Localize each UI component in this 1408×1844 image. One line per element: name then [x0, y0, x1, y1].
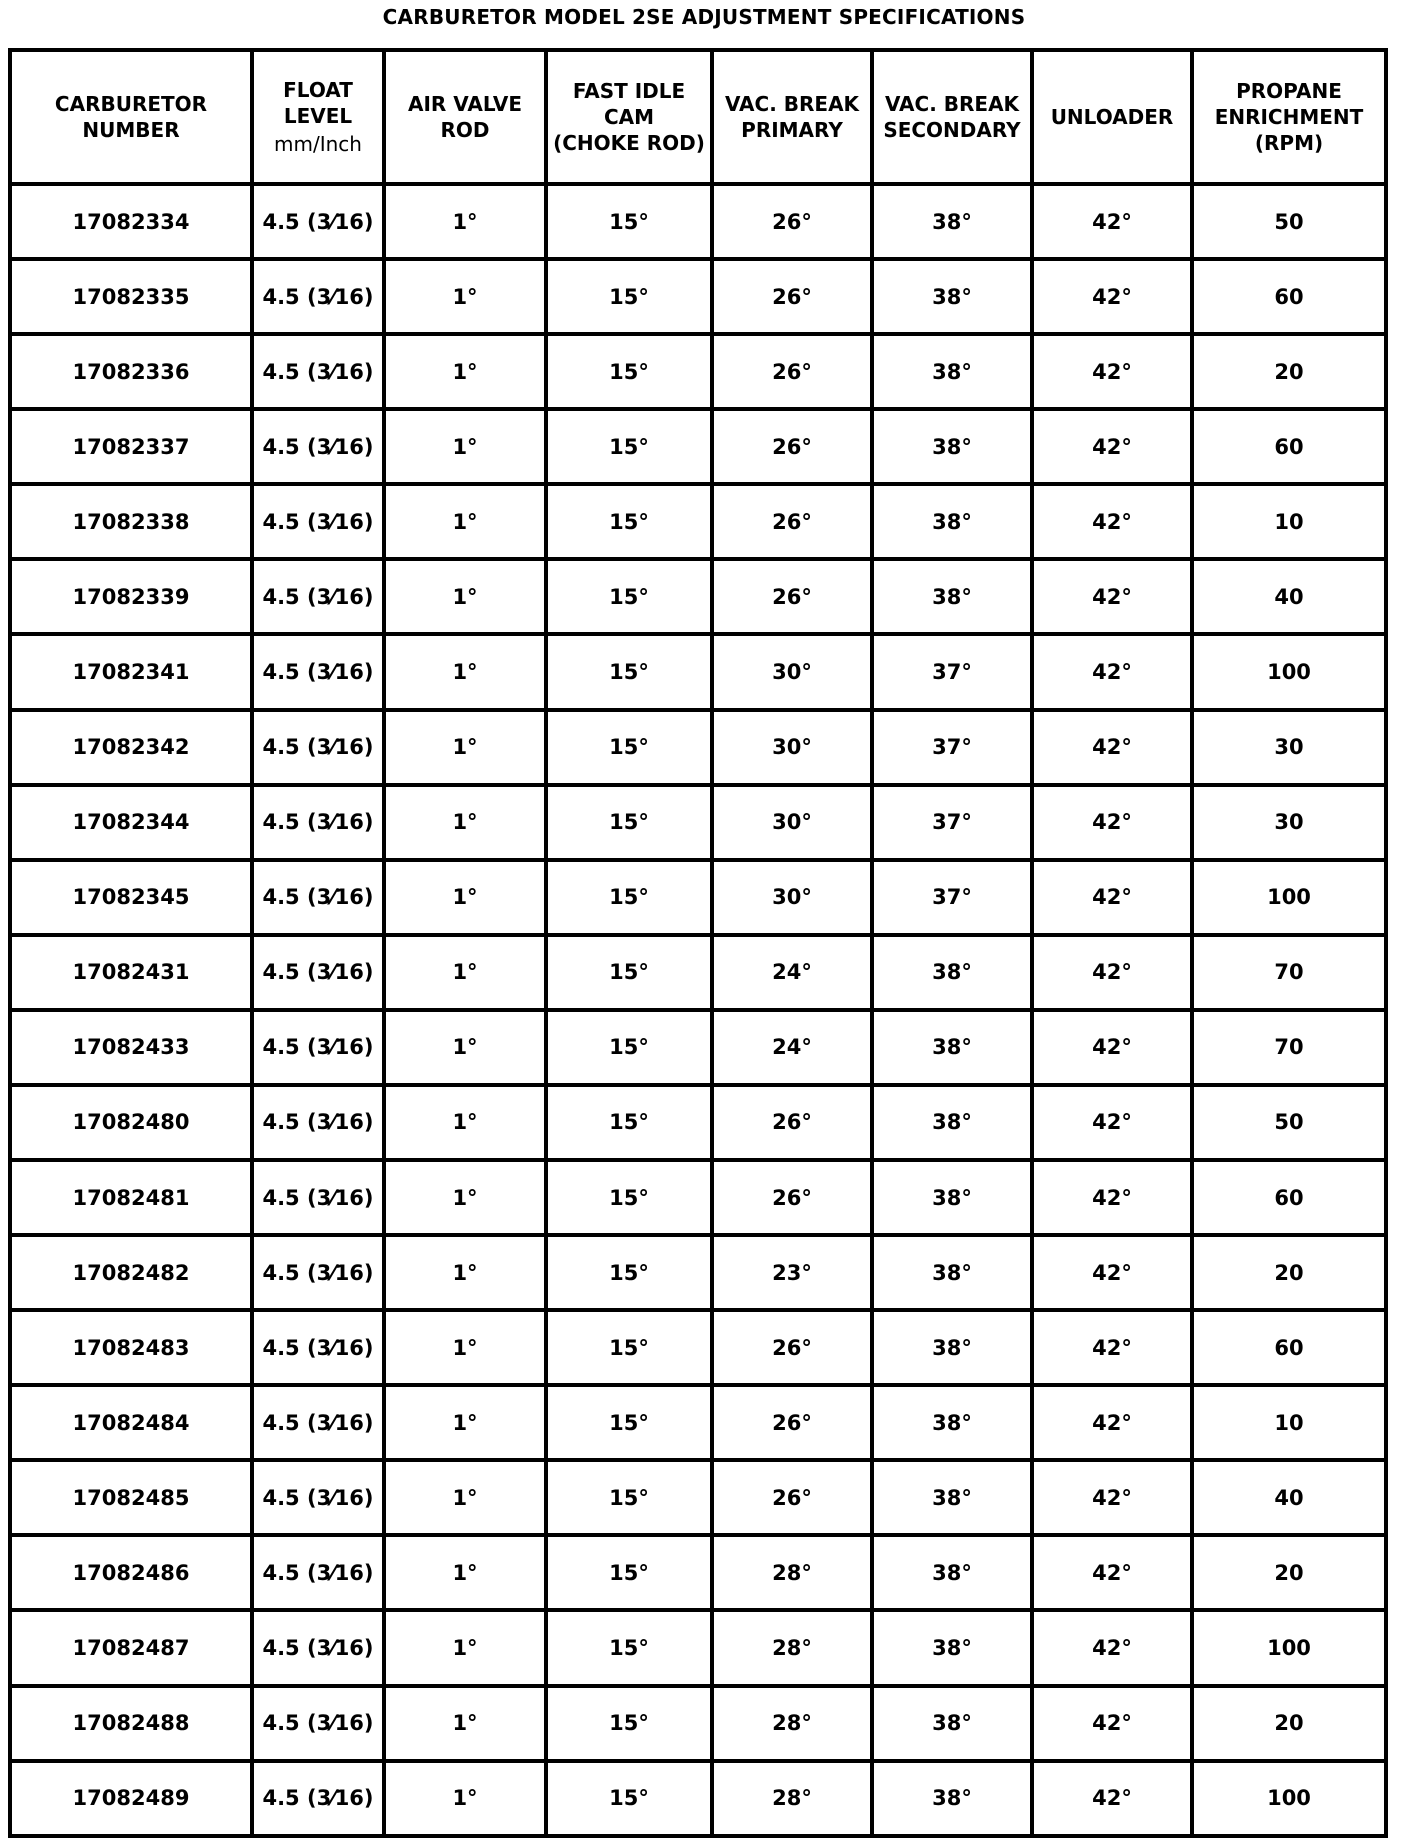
fast-idle-cam-cell: 15° [546, 1310, 712, 1385]
vac-break-secondary-cell: 38° [872, 409, 1032, 484]
fast-idle-cam-cell: 15° [546, 1610, 712, 1685]
unloader-cell: 42° [1032, 1610, 1192, 1685]
header-unit: mm/Inch [274, 132, 362, 156]
fast-idle-cam-cell: 15° [546, 1010, 712, 1085]
fast-idle-cam-cell: 15° [546, 785, 712, 860]
header-line: FAST IDLE [572, 79, 686, 103]
table-row [10, 559, 1386, 634]
fast-idle-cam-cell: 15° [546, 710, 712, 785]
vac-break-primary-cell: 26° [712, 334, 872, 409]
carburetor-number-cell: 17082431 [10, 935, 252, 1010]
propane-enrichment-cell: 100 [1192, 1610, 1386, 1685]
table-row [10, 1686, 1386, 1761]
vac-break-primary-cell: 26° [712, 259, 872, 334]
propane-enrichment-cell: 50 [1192, 1085, 1386, 1160]
carburetor-number-cell: 17082485 [10, 1460, 252, 1535]
vac-break-primary-cell: 26° [712, 1085, 872, 1160]
vac-break-secondary-cell: 38° [872, 1761, 1032, 1836]
vac-break-secondary-cell: 37° [872, 785, 1032, 860]
propane-enrichment-cell: 70 [1192, 1010, 1386, 1085]
header-line: LEVEL [283, 104, 353, 128]
table-row [10, 1010, 1386, 1085]
fast-idle-cam-cell: 15° [546, 1761, 712, 1836]
header-line: SECONDARY [883, 118, 1021, 142]
fast-idle-cam-cell: 15° [546, 484, 712, 559]
fast-idle-cam-cell: 15° [546, 259, 712, 334]
fast-idle-cam-cell: 15° [546, 1160, 712, 1235]
carburetor-number-cell: 17082337 [10, 409, 252, 484]
carburetor-number-cell: 17082344 [10, 785, 252, 860]
unloader-cell: 42° [1032, 634, 1192, 709]
vac-break-primary-cell: 26° [712, 184, 872, 259]
vac-break-primary-cell: 28° [712, 1535, 872, 1610]
vac-break-primary-cell: 26° [712, 559, 872, 634]
table-body [10, 184, 1386, 1836]
unloader-cell: 42° [1032, 1235, 1192, 1310]
carburetor-number-cell: 17082336 [10, 334, 252, 409]
vac-break-secondary-cell: 38° [872, 1160, 1032, 1235]
vac-break-primary-cell: 30° [712, 710, 872, 785]
vac-break-secondary-cell: 38° [872, 1535, 1032, 1610]
vac-break-primary-cell: 28° [712, 1686, 872, 1761]
vac-break-primary-cell: 28° [712, 1761, 872, 1836]
header-line: NUMBER [82, 118, 180, 142]
float-level-cell: 4.5 (3⁄16) [252, 184, 384, 259]
fast-idle-cam-cell: 15° [546, 1460, 712, 1535]
vac-break-primary-cell: 26° [712, 1460, 872, 1535]
table-row [10, 484, 1386, 559]
float-level-cell: 4.5 (3⁄16) [252, 860, 384, 935]
air-valve-rod-cell: 1° [384, 1460, 546, 1535]
fast-idle-cam-cell: 15° [546, 1235, 712, 1310]
vac-break-secondary-cell: 38° [872, 484, 1032, 559]
vac-break-primary-header [712, 50, 872, 184]
air-valve-rod-cell: 1° [384, 1535, 546, 1610]
float-level-cell: 4.5 (3⁄16) [252, 484, 384, 559]
air-valve-rod-cell: 1° [384, 1310, 546, 1385]
fast-idle-cam-header [546, 50, 712, 184]
vac-break-primary-cell: 30° [712, 860, 872, 935]
vac-break-secondary-cell: 38° [872, 184, 1032, 259]
air-valve-rod-cell: 1° [384, 1085, 546, 1160]
air-valve-rod-cell: 1° [384, 785, 546, 860]
propane-enrichment-cell: 60 [1192, 259, 1386, 334]
float-level-cell: 4.5 (3⁄16) [252, 1085, 384, 1160]
vac-break-secondary-cell: 37° [872, 710, 1032, 785]
float-level-cell: 4.5 (3⁄16) [252, 935, 384, 1010]
air-valve-rod-cell: 1° [384, 1385, 546, 1460]
fast-idle-cam-cell: 15° [546, 184, 712, 259]
propane-enrichment-cell: 30 [1192, 710, 1386, 785]
unloader-cell: 42° [1032, 1385, 1192, 1460]
vac-break-primary-cell: 24° [712, 1010, 872, 1085]
propane-enrichment-cell: 100 [1192, 1761, 1386, 1836]
propane-enrichment-cell: 40 [1192, 559, 1386, 634]
float-level-cell: 4.5 (3⁄16) [252, 334, 384, 409]
float-level-cell: 4.5 (3⁄16) [252, 1761, 384, 1836]
air-valve-rod-cell: 1° [384, 710, 546, 785]
unloader-cell: 42° [1032, 1160, 1192, 1235]
air-valve-rod-cell: 1° [384, 259, 546, 334]
propane-enrichment-cell: 20 [1192, 1535, 1386, 1610]
table-row [10, 334, 1386, 409]
unloader-cell: 42° [1032, 710, 1192, 785]
carburetor-number-cell: 17082342 [10, 710, 252, 785]
table-row [10, 1160, 1386, 1235]
air-valve-rod-cell: 1° [384, 1160, 546, 1235]
header-line: PROPANE [1236, 79, 1342, 103]
unloader-cell: 42° [1032, 1535, 1192, 1610]
carburetor-number-cell: 17082341 [10, 634, 252, 709]
fast-idle-cam-cell: 15° [546, 935, 712, 1010]
carburetor-number-cell: 17082488 [10, 1686, 252, 1761]
table-header [10, 50, 1386, 184]
unloader-cell: 42° [1032, 785, 1192, 860]
unloader-cell: 42° [1032, 935, 1192, 1010]
header-row [10, 50, 1386, 184]
table-row [10, 259, 1386, 334]
propane-enrichment-cell: 70 [1192, 935, 1386, 1010]
specifications-table [8, 48, 1388, 1838]
table-row [10, 1761, 1386, 1836]
carburetor-number-cell: 17082489 [10, 1761, 252, 1836]
unloader-cell: 42° [1032, 259, 1192, 334]
float-level-cell: 4.5 (3⁄16) [252, 1235, 384, 1310]
vac-break-secondary-cell: 38° [872, 935, 1032, 1010]
header-line: ENRICHMENT [1214, 105, 1364, 129]
unloader-cell: 42° [1032, 860, 1192, 935]
vac-break-primary-cell: 26° [712, 1160, 872, 1235]
float-level-cell: 4.5 (3⁄16) [252, 559, 384, 634]
header-line: PRIMARY [741, 118, 843, 142]
carburetor-number-header [10, 50, 252, 184]
air-valve-rod-cell: 1° [384, 1686, 546, 1761]
table-row [10, 1610, 1386, 1685]
vac-break-primary-cell: 30° [712, 785, 872, 860]
table-row [10, 1085, 1386, 1160]
header-line: (CHOKE ROD) [553, 131, 705, 155]
header-line: AIR VALVE [407, 92, 522, 116]
float-level-cell: 4.5 (3⁄16) [252, 1310, 384, 1385]
propane-enrichment-cell: 10 [1192, 1385, 1386, 1460]
unloader-cell: 42° [1032, 1085, 1192, 1160]
vac-break-secondary-header [872, 50, 1032, 184]
carburetor-number-cell: 17082335 [10, 259, 252, 334]
air-valve-rod-cell: 1° [384, 1010, 546, 1085]
fast-idle-cam-cell: 15° [546, 409, 712, 484]
header-line: FLOAT [283, 78, 353, 102]
vac-break-secondary-cell: 38° [872, 559, 1032, 634]
air-valve-rod-cell: 1° [384, 484, 546, 559]
float-level-cell: 4.5 (3⁄16) [252, 710, 384, 785]
carburetor-number-cell: 17082334 [10, 184, 252, 259]
vac-break-secondary-cell: 38° [872, 1686, 1032, 1761]
air-valve-rod-cell: 1° [384, 935, 546, 1010]
vac-break-primary-cell: 24° [712, 935, 872, 1010]
unloader-cell: 42° [1032, 484, 1192, 559]
table-row [10, 634, 1386, 709]
propane-enrichment-cell: 100 [1192, 860, 1386, 935]
propane-enrichment-cell: 20 [1192, 1686, 1386, 1761]
float-level-cell: 4.5 (3⁄16) [252, 1385, 384, 1460]
propane-enrichment-cell: 60 [1192, 1160, 1386, 1235]
table-row [10, 184, 1386, 259]
float-level-header [252, 50, 384, 184]
table-row [10, 1535, 1386, 1610]
float-level-cell: 4.5 (3⁄16) [252, 634, 384, 709]
propane-enrichment-cell: 40 [1192, 1460, 1386, 1535]
propane-enrichment-cell: 60 [1192, 1310, 1386, 1385]
header-line: VAC. BREAK [884, 92, 1020, 116]
float-level-cell: 4.5 (3⁄16) [252, 409, 384, 484]
vac-break-secondary-cell: 37° [872, 634, 1032, 709]
vac-break-primary-cell: 26° [712, 1310, 872, 1385]
carburetor-number-cell: 17082339 [10, 559, 252, 634]
vac-break-secondary-cell: 38° [872, 1085, 1032, 1160]
vac-break-primary-cell: 23° [712, 1235, 872, 1310]
vac-break-secondary-cell: 38° [872, 1610, 1032, 1685]
air-valve-rod-cell: 1° [384, 409, 546, 484]
carburetor-number-cell: 17082481 [10, 1160, 252, 1235]
carburetor-number-cell: 17082345 [10, 860, 252, 935]
float-level-cell: 4.5 (3⁄16) [252, 1610, 384, 1685]
unloader-header [1032, 50, 1192, 184]
vac-break-primary-cell: 26° [712, 409, 872, 484]
carburetor-number-cell: 17082484 [10, 1385, 252, 1460]
table-row [10, 409, 1386, 484]
table-row [10, 1460, 1386, 1535]
propane-enrichment-cell: 100 [1192, 634, 1386, 709]
fast-idle-cam-cell: 15° [546, 1085, 712, 1160]
air-valve-rod-cell: 1° [384, 860, 546, 935]
air-valve-rod-header [384, 50, 546, 184]
table-row [10, 935, 1386, 1010]
vac-break-primary-cell: 26° [712, 1385, 872, 1460]
unloader-cell: 42° [1032, 559, 1192, 634]
header-line: ROD [440, 118, 490, 142]
unloader-cell: 42° [1032, 184, 1192, 259]
propane-enrichment-cell: 30 [1192, 785, 1386, 860]
carburetor-number-cell: 17082480 [10, 1085, 252, 1160]
fast-idle-cam-cell: 15° [546, 334, 712, 409]
vac-break-primary-cell: 26° [712, 484, 872, 559]
propane-enrichment-cell: 10 [1192, 484, 1386, 559]
carburetor-number-cell: 17082338 [10, 484, 252, 559]
unloader-cell: 42° [1032, 1761, 1192, 1836]
vac-break-secondary-cell: 38° [872, 1310, 1032, 1385]
table-row [10, 860, 1386, 935]
header-line: CARBURETOR [54, 92, 208, 116]
header-line: VAC. BREAK [724, 92, 860, 116]
float-level-cell: 4.5 (3⁄16) [252, 1160, 384, 1235]
fast-idle-cam-cell: 15° [546, 634, 712, 709]
air-valve-rod-cell: 1° [384, 184, 546, 259]
table-row [10, 1235, 1386, 1310]
air-valve-rod-cell: 1° [384, 334, 546, 409]
float-level-cell: 4.5 (3⁄16) [252, 1686, 384, 1761]
vac-break-secondary-cell: 38° [872, 1010, 1032, 1085]
fast-idle-cam-cell: 15° [546, 1385, 712, 1460]
fast-idle-cam-cell: 15° [546, 559, 712, 634]
propane-enrichment-header [1192, 50, 1386, 184]
carburetor-number-cell: 17082486 [10, 1535, 252, 1610]
unloader-cell: 42° [1032, 1310, 1192, 1385]
fast-idle-cam-cell: 15° [546, 1686, 712, 1761]
vac-break-secondary-cell: 38° [872, 1385, 1032, 1460]
vac-break-primary-cell: 28° [712, 1610, 872, 1685]
propane-enrichment-cell: 60 [1192, 409, 1386, 484]
table-row [10, 710, 1386, 785]
float-level-cell: 4.5 (3⁄16) [252, 1010, 384, 1085]
float-level-cell: 4.5 (3⁄16) [252, 259, 384, 334]
float-level-cell: 4.5 (3⁄16) [252, 1535, 384, 1610]
table-row [10, 785, 1386, 860]
vac-break-secondary-cell: 38° [872, 1235, 1032, 1310]
air-valve-rod-cell: 1° [384, 1235, 546, 1310]
table-row [10, 1385, 1386, 1460]
air-valve-rod-cell: 1° [384, 1610, 546, 1685]
carburetor-number-cell: 17082487 [10, 1610, 252, 1685]
propane-enrichment-cell: 20 [1192, 334, 1386, 409]
fast-idle-cam-cell: 15° [546, 860, 712, 935]
header-line: UNLOADER [1050, 105, 1174, 129]
carburetor-number-cell: 17082483 [10, 1310, 252, 1385]
unloader-cell: 42° [1032, 1460, 1192, 1535]
fast-idle-cam-cell: 15° [546, 1535, 712, 1610]
float-level-cell: 4.5 (3⁄16) [252, 785, 384, 860]
page-title: CARBURETOR MODEL 2SE ADJUSTMENT SPECIFICATIONS [382, 5, 1026, 29]
air-valve-rod-cell: 1° [384, 634, 546, 709]
air-valve-rod-cell: 1° [384, 1761, 546, 1836]
unloader-cell: 42° [1032, 334, 1192, 409]
air-valve-rod-cell: 1° [384, 559, 546, 634]
float-level-cell: 4.5 (3⁄16) [252, 1460, 384, 1535]
unloader-cell: 42° [1032, 1686, 1192, 1761]
vac-break-secondary-cell: 38° [872, 334, 1032, 409]
header-line: (RPM) [1254, 131, 1324, 155]
carburetor-number-cell: 17082433 [10, 1010, 252, 1085]
unloader-cell: 42° [1032, 409, 1192, 484]
header-line: CAM [603, 105, 655, 129]
vac-break-secondary-cell: 38° [872, 259, 1032, 334]
propane-enrichment-cell: 20 [1192, 1235, 1386, 1310]
vac-break-primary-cell: 30° [712, 634, 872, 709]
carburetor-number-cell: 17082482 [10, 1235, 252, 1310]
unloader-cell: 42° [1032, 1010, 1192, 1085]
vac-break-secondary-cell: 38° [872, 1460, 1032, 1535]
table-row [10, 1310, 1386, 1385]
vac-break-secondary-cell: 37° [872, 860, 1032, 935]
propane-enrichment-cell: 50 [1192, 184, 1386, 259]
